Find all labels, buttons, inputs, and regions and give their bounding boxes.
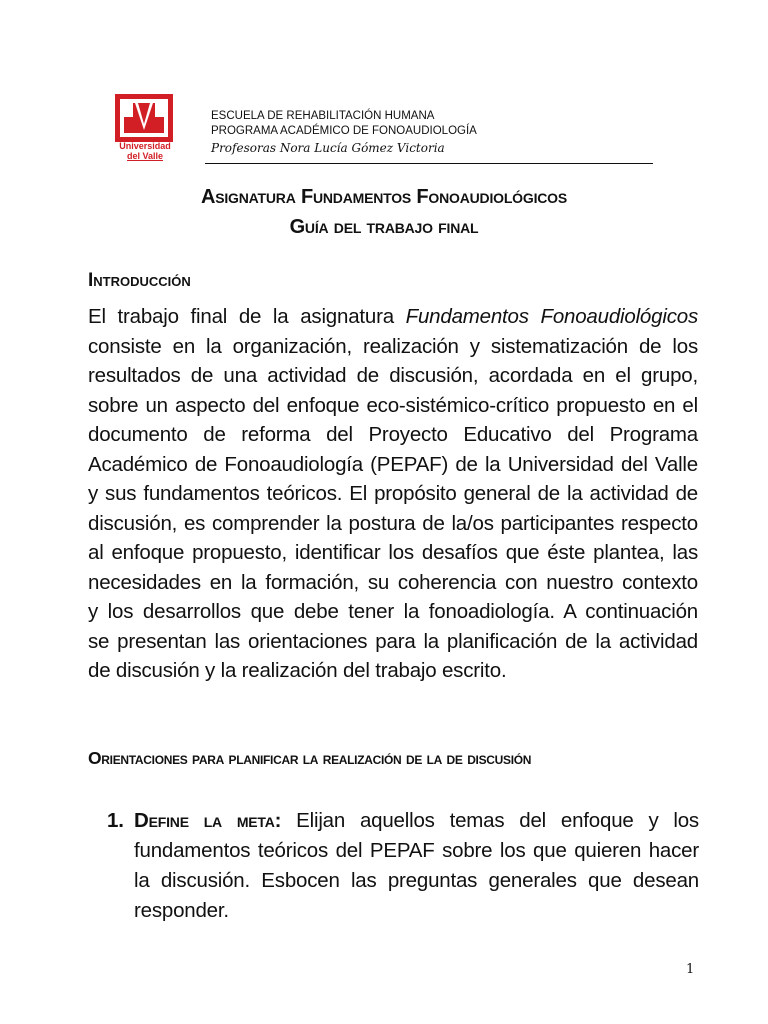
document-title: Asignatura Fundamentos Fonoaudiológicos	[200, 186, 567, 208]
item-number: 1.	[107, 809, 124, 832]
university-logo-text	[113, 141, 177, 161]
intro-text: El trabajo final de la asignatura	[88, 305, 406, 328]
intro-line: sobre un aspecto del enfoque eco-sistémico-crítico propuesto en el	[88, 393, 698, 417]
logo-text-line2: del Valle	[126, 151, 164, 161]
item-lead: Define la meta:	[134, 809, 282, 832]
item-text: Elijan aquellos temas del enfoque y los	[281, 809, 699, 832]
intro-line: discusión, es comprender la postura de la/os participantes respecto	[88, 511, 698, 535]
header-divider	[205, 163, 653, 164]
item-line	[134, 806, 699, 836]
program-name: PROGRAMA ACADÉMICO DE FONOAUDIOLOGÍA	[211, 125, 477, 137]
intro-line: Académico de Fonoaudiología (PEPAF) de la Universidad del Valle	[88, 452, 698, 476]
logo-emblem-icon	[115, 94, 173, 142]
item-line: responder.	[134, 899, 229, 922]
intro-line: consiste en la organización, realización y sistematización de los	[88, 334, 698, 358]
logo-text-line1: Universidad	[119, 141, 171, 151]
item-line: la discusión. Esbocen las preguntas generales que desean	[134, 869, 699, 892]
document-subtitle: Guía del trabajo final	[289, 216, 479, 238]
intro-line: se presentan las orientaciones para la planificación de la actividad	[88, 629, 698, 653]
school-name: ESCUELA DE REHABILITACIÓN HUMANA	[211, 110, 435, 122]
intro-line: resultados de una actividad de discusión, acordada en el grupo,	[88, 364, 698, 387]
intro-line: al enfoque propuesto, identificar los desafíos que éste plantea, las	[88, 541, 698, 564]
intro-line: documento de reforma del Proyecto Educativo del Programa	[88, 423, 698, 446]
item-body	[134, 806, 699, 926]
intro-heading: Introducción	[88, 270, 191, 291]
intro-line: de discusión y la realización del trabajo escrito.	[88, 659, 507, 682]
course-name-italic: Fundamentos Fonoaudiológicos	[405, 305, 698, 328]
orientations-heading: Orientaciones para planificar la realización de la de discusión	[88, 748, 532, 768]
intro-line: y los desarrollos que debe tener la fonoadiología. A continuación	[88, 600, 698, 623]
professors-name: Profesoras Nora Lucía Gómez Victoria	[211, 141, 445, 155]
intro-line: necesidades en la formación, su coherencia con nuestro contexto	[88, 570, 698, 594]
item-line: fundamentos teóricos del PEPAF sobre los que quieren hacer	[134, 839, 699, 862]
intro-line: y sus fundamentos teóricos. El propósito general de la actividad de	[88, 482, 698, 505]
intro-line	[88, 302, 698, 332]
page-number: 1	[686, 962, 695, 977]
intro-paragraph	[88, 302, 698, 686]
